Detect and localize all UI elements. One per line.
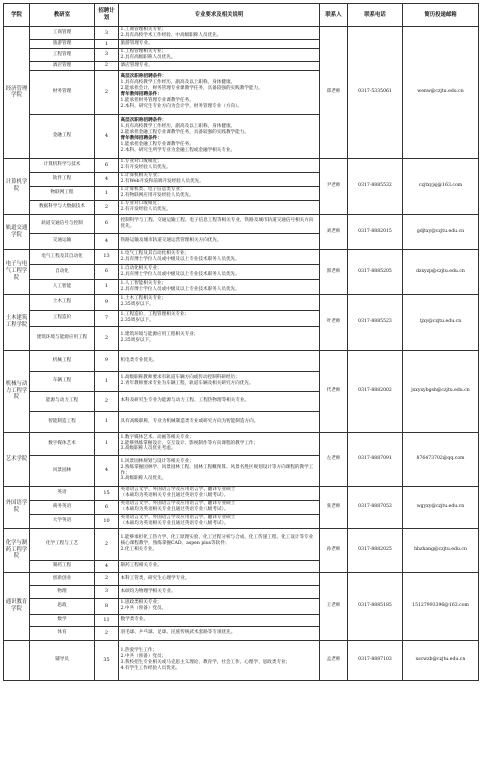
requirements-cell: [119, 310, 320, 326]
contact-cell: 叶老师: [320, 294, 348, 350]
email-cell[interactable]: jxxyxybgsh@czjtu.edu.cn: [403, 350, 479, 432]
college-cell: 土木建筑工程学院: [4, 294, 30, 350]
department-cell: 能源与动力工程: [30, 391, 95, 411]
requirement-line: （本硕均为英语相关专业且通过英语专业八级考试）。: [120, 493, 229, 498]
phone-cell: 0317-8887091: [348, 432, 403, 486]
quota-cell: 1: [95, 279, 119, 294]
quota-cell: 4: [95, 172, 119, 186]
department-cell: 旅游管理: [30, 39, 95, 48]
requirement-line: 1.能承担金融工程专业课教学任务。: [120, 141, 194, 147]
department-cell: 制药工程: [30, 560, 95, 572]
requirement-line: 酒店管理专业。: [120, 62, 153, 68]
requirement-line: 1.土木工程相关专业；: [120, 296, 167, 302]
table-body: [4, 27, 479, 681]
requirements-cell: [119, 172, 320, 186]
requirement-line: 本硕均为物理学相关专业。: [120, 588, 176, 594]
requirement-line: 2.有Web开发和前端开发经验人员优先。: [120, 179, 204, 184]
department-cell: 交通运输: [30, 233, 95, 249]
quota-cell: 1: [95, 371, 119, 391]
quota-cell: 6: [95, 500, 119, 514]
requirement-line: 3.高级职称人员优先考虑。: [120, 446, 176, 452]
contact-cell: 张老师: [320, 486, 348, 528]
department-cell: 英语: [30, 486, 95, 500]
header-requirements: 专业要求及相关说明: [119, 4, 320, 27]
phone-cell: 0317-8882002: [348, 350, 403, 432]
requirement-line: 1.风景园林规划与设计等相关专业；: [120, 458, 194, 464]
quota-cell: 3: [95, 48, 119, 61]
department-cell: 商务英语: [30, 500, 95, 514]
contact-cell: 左老师: [320, 432, 348, 486]
email-cell[interactable]: 876473702@qq.com: [403, 432, 479, 486]
department-cell: 工程造价: [30, 310, 95, 326]
department-cell: 计算机科学与技术: [30, 158, 95, 172]
college-cell: 外国语学院: [4, 486, 30, 528]
requirement-line: 2.能够熟练掌握设计、交互设计、影视制作等方向课程的教学工作；: [120, 440, 259, 446]
table-row: [4, 158, 479, 172]
email-cell[interactable]: 15127993396@163.com: [403, 572, 479, 640]
requirement-line: 2.青年教师要求专业为车辆工程，轨道车辆及相关研究方向优先。: [120, 381, 254, 386]
requirement-line: 2.化工相关专业。: [120, 546, 158, 552]
department-cell: 软件工程: [30, 172, 95, 186]
contact-cell: 刘老师: [320, 214, 348, 249]
requirements-cell: [119, 514, 320, 528]
department-cell: 数学: [30, 614, 95, 626]
requirements-cell: [119, 350, 320, 371]
table-row: [4, 528, 479, 560]
requirements-cell: [119, 391, 320, 411]
requirement-line: 2.本科、研究生专业方向为会计学、财务管理专业（方向）。: [120, 103, 243, 109]
requirement-line: 2.能承担金融工程专业课教学任务，具备较强的实践教学能力。: [120, 130, 249, 136]
department-cell: 轨道交通信号与控制: [30, 214, 95, 233]
table-row: [4, 572, 479, 585]
requirement-line: 机电类专业优先。: [120, 357, 158, 363]
requirement-line: 3.我校招生专业相关或马克思主义理论、教育学、社会工作、心理学、思政类专业；: [120, 660, 291, 665]
requirement-line: 羽毛球、乒乓球、足球、民族传统武术套路等专项优先。: [120, 630, 236, 636]
requirement-line: （本硕均为英语相关专业且通过英语专业八级考试）。: [120, 507, 229, 512]
college-cell: 化学与制药工程学院: [4, 528, 30, 572]
requirements-cell: [119, 233, 320, 249]
department-cell: 体育: [30, 626, 95, 640]
requirement-line: 2.有开发经验人员优先。: [120, 207, 171, 212]
email-cell[interactable]: czjtxyjsj@163.com: [403, 158, 479, 214]
email-cell[interactable]: dzxyzp@czjtu.edu.cn: [403, 249, 479, 294]
requirements-cell: [119, 598, 320, 614]
requirement-line: 2.有开发经验人员优先。: [120, 165, 171, 170]
requirements-cell: [119, 70, 320, 114]
quota-cell: 1: [95, 39, 119, 48]
table-row: [4, 294, 479, 310]
requirement-line: 1.专业对口或相近；: [120, 159, 162, 165]
phone-cell: 0317-8885185: [348, 572, 403, 640]
quota-cell: 9: [95, 350, 119, 371]
requirement-line: 高层次职称招聘条件：: [120, 118, 167, 124]
department-cell: 数据科学与大数据技术: [30, 200, 95, 214]
requirements-cell: [119, 264, 320, 279]
college-cell: 电子与电气工程学院: [4, 249, 30, 294]
college-cell: 计算机学院: [4, 158, 30, 214]
requirement-line: 1.工程管理相关专业；: [120, 48, 167, 54]
header-row: [4, 4, 479, 27]
requirement-line: 1.能承担财务管理专业课教学任务。: [120, 97, 194, 103]
department-cell: 人工智能: [30, 279, 95, 294]
requirements-cell: [119, 186, 320, 200]
phone-cell: 0317-8885205: [348, 249, 403, 294]
requirement-line: 3.高级职称人员优先。: [120, 476, 167, 482]
requirements-cell: [119, 640, 320, 680]
header-quota: 招聘计划: [95, 4, 119, 27]
department-cell: 物理: [30, 585, 95, 598]
department-cell: 化学工程与工艺: [30, 528, 95, 560]
requirements-cell: [119, 48, 320, 61]
requirement-line: 2.具有博士学位人员或中级及以上专业技术职务人员优先。: [120, 256, 240, 262]
quota-cell: 7: [95, 310, 119, 326]
requirement-line: 1.具有高校教学工作经历，副高及以上职称，身体健康。: [120, 124, 236, 130]
requirement-line: 1.热爱学生工作；: [120, 648, 158, 654]
department-cell: 工商管理: [30, 27, 95, 40]
phone-cell: 0317-8885523: [348, 294, 403, 350]
department-cell: 机械工程: [30, 350, 95, 371]
requirement-line: 4.有学生工作经验人员优先。: [120, 665, 181, 671]
phone-cell: 0317-8882015: [348, 214, 403, 249]
requirements-cell: [119, 214, 320, 233]
table-row: [4, 640, 479, 680]
requirements-cell: [119, 249, 320, 264]
requirement-line: 2.能承担会计、财务管理专业课教学任务，具备较强的实践教学能力。: [120, 86, 263, 92]
quota-cell: 4: [95, 560, 119, 572]
requirements-cell: [119, 279, 320, 294]
requirement-line: 英语语言文学、外国语言学及应用语言学、翻译专业硕士: [120, 487, 236, 493]
department-cell: 思政: [30, 598, 95, 614]
contact-cell: 孟老师: [320, 640, 348, 680]
college-cell: 机械与动力工程学院: [4, 350, 30, 432]
requirements-cell: [119, 294, 320, 310]
requirement-line: 1.具有高校教学工作经历，副高及以上职称，身体健康。: [120, 80, 236, 86]
requirement-line: 2.熟练掌握园林学、风景园林工程、园林工程概预算、风景名胜区规划设计等方向课程的教学工作；: [120, 464, 314, 476]
quota-cell: 2: [95, 70, 119, 114]
contact-cell: 郑老师: [320, 27, 348, 159]
quota-cell: 9: [95, 294, 119, 310]
requirement-line: 数学类专业。: [120, 617, 149, 623]
table-row: [4, 432, 479, 455]
header-phone: 联系电话: [348, 4, 403, 27]
requirement-line: 2.本科、研究生所学专业为金融工程或金融学相关专业。: [120, 147, 236, 153]
requirements-cell: [119, 371, 320, 391]
requirements-cell: [119, 455, 320, 486]
quota-cell: 4: [95, 114, 119, 158]
quota-cell: 10: [95, 514, 119, 528]
quota-cell: 13: [95, 249, 119, 264]
requirements-cell: [119, 500, 320, 514]
contact-cell: 王老师: [320, 572, 348, 640]
requirement-line: 铁路运输及城市轨道交通运营管理相关方向优先。: [120, 238, 222, 244]
department-cell: 财务管理: [30, 70, 95, 114]
phone-cell: 0317-8887103: [348, 640, 403, 680]
college-cell: 轨道交通学院: [4, 214, 30, 249]
table-row: [4, 249, 479, 264]
requirement-line: 1.建筑环境与能源应用工程相关专业；: [120, 332, 199, 338]
requirement-line: 旅游管理专业。: [120, 40, 153, 46]
requirement-line: 2.中共（预备）党员。: [120, 606, 167, 611]
requirements-cell: [119, 27, 320, 40]
requirement-line: 英语语言文学、外国语言学及应用语言学、翻译专业硕士: [120, 501, 236, 507]
table-row: [4, 214, 479, 233]
requirements-cell: [119, 411, 320, 432]
quota-cell: 2: [95, 528, 119, 560]
department-cell: 辅导员: [30, 640, 95, 680]
requirement-line: 1.数字媒体艺术、动画等相关专业；: [120, 434, 194, 440]
quota-cell: 1: [95, 186, 119, 200]
quota-cell: 15: [95, 486, 119, 500]
requirement-line: 1.工程造价、工程管理相关专业；: [120, 312, 190, 318]
requirement-line: 本科及研究生专业为能源与动力工程、工程热物理等相关专业。: [120, 398, 250, 404]
phone-cell: 0317-5335061: [348, 27, 403, 159]
requirement-line: 1.专业对口或相近；: [120, 201, 162, 207]
quota-cell: 4: [95, 233, 119, 249]
header-contact: 联系人: [320, 4, 348, 27]
requirement-line: 控制科学与工程、交通运输工程、电子信息工程等相关专业，铁路及城市轨道交通信号相关方向优先。: [120, 217, 314, 229]
department-cell: 风景园林: [30, 455, 95, 486]
requirement-line: 1.工商管理相关专业；: [120, 27, 167, 32]
contact-cell: 代老师: [320, 350, 348, 432]
header-email: 简历投递邮箱: [403, 4, 479, 27]
phone-cell: 0317-8882025: [348, 528, 403, 572]
department-cell: 大学英语: [30, 514, 95, 528]
quota-cell: 11: [95, 614, 119, 626]
department-cell: 创新创业: [30, 572, 95, 585]
requirement-line: （本硕均为英语相关专业且通过英语专业八级考试）。: [120, 521, 229, 526]
contact-cell: 尹老师: [320, 158, 348, 214]
phone-cell: 0317-8887053: [348, 486, 403, 528]
college-cell: 艺术学院: [4, 432, 30, 486]
email-cell[interactable]: wenw@czjtu.edu.cn: [403, 27, 479, 159]
requirement-line: 2.具有高级职称人员优先。: [120, 54, 176, 60]
requirement-line: 青年教师招聘条件：: [120, 92, 162, 97]
requirement-line: 高层次职称招聘条件：: [120, 74, 167, 80]
table-row: [4, 27, 479, 40]
requirements-cell: [119, 486, 320, 500]
department-cell: 土木工程: [30, 294, 95, 310]
requirement-line: 具有高级职称，专业为机械制造类专业或研究方向为智能制造方向。: [120, 418, 259, 424]
requirement-line: 1.能够承担化工热力学、化工原理实验、化工过程分析与合成、化工传递工程、化工设计等专业核心课程教学，熟练掌握CAD、aspen plus等软件；: [120, 535, 314, 547]
requirement-line: 2.有物联网应用开发经验人员优先。: [120, 193, 194, 198]
quota-cell: 1: [95, 411, 119, 432]
table-row: [4, 486, 479, 500]
department-cell: 车辆工程: [30, 371, 95, 391]
email-cell[interactable]: hhzhang@czjtu.edu.cn: [403, 528, 479, 572]
requirements-cell: [119, 432, 320, 455]
requirements-cell: [119, 626, 320, 640]
quota-cell: 2: [95, 572, 119, 585]
quota-cell: 3: [95, 585, 119, 598]
requirement-line: 制药工程相关专业。: [120, 563, 162, 569]
header-college: 学院: [4, 4, 30, 27]
requirements-cell: [119, 528, 320, 560]
requirement-line: 1.思政类相关专业；: [120, 600, 162, 606]
quota-cell: 2: [95, 626, 119, 640]
requirement-line: 1.计算机类、电子信息类专业；: [120, 187, 185, 193]
requirements-cell: [119, 326, 320, 350]
requirement-line: 1.电气工程及其自动化相关专业；: [120, 250, 190, 256]
college-cell: [4, 640, 30, 680]
email-cell[interactable]: tjxy@czjtu.edu.cn: [403, 294, 479, 350]
requirement-line: 本科工管类，研究生心理学专业。: [120, 575, 190, 581]
quota-cell: 2: [95, 61, 119, 70]
requirement-line: 2.具有博士学位人员或中级及以上专业技术职务人员优先。: [120, 286, 240, 292]
requirement-line: 2.中共（预备）党员；: [120, 654, 167, 660]
quota-cell: 6: [95, 214, 119, 233]
requirements-cell: [119, 200, 320, 214]
header-department: 教研室: [30, 4, 95, 27]
quota-cell: 2: [95, 200, 119, 214]
contact-cell: 孙老师: [320, 528, 348, 572]
department-cell: 金融工程: [30, 114, 95, 158]
department-cell: 电气工程及其自动化: [30, 249, 95, 264]
college-cell: 通识教育学院: [4, 572, 30, 640]
contact-cell: 郭老师: [320, 249, 348, 294]
email-cell[interactable]: gdjtxy@czjtu.edu.cn: [403, 214, 479, 249]
quota-cell: 3: [95, 27, 119, 40]
requirement-line: 1.人工智能相关专业；: [120, 280, 167, 286]
requirement-line: 2.35周岁以下。: [120, 318, 154, 323]
requirement-line: 2.35周岁以下。: [120, 302, 154, 307]
department-cell: 数字媒体艺术: [30, 432, 95, 455]
quota-cell: 6: [95, 264, 119, 279]
recruitment-table: [3, 3, 479, 681]
department-cell: 自动化: [30, 264, 95, 279]
quota-cell: 2: [95, 391, 119, 411]
department-cell: 酒店管理: [30, 61, 95, 70]
requirement-line: 2.具有高校学术工作经验、中高级职称人员优先。: [120, 32, 222, 38]
department-cell: 建筑环境与能源应用工程: [30, 326, 95, 350]
college-cell: 经济管理学院: [4, 27, 30, 159]
quota-cell: 4: [95, 455, 119, 486]
quota-cell: 35: [95, 640, 119, 680]
requirements-cell: [119, 585, 320, 598]
requirement-line: 1.高级职称教师要求有轨道车辆方向或传动控制科研经历；: [120, 375, 240, 381]
quota-cell: 2: [95, 326, 119, 350]
requirements-cell: [119, 39, 320, 48]
quota-cell: 1: [95, 432, 119, 455]
department-cell: 智能制造工程: [30, 411, 95, 432]
department-cell: 物联网工程: [30, 186, 95, 200]
requirements-cell: [119, 614, 320, 626]
quota-cell: 6: [95, 158, 119, 172]
requirement-line: 青年教师招聘条件：: [120, 136, 162, 141]
phone-cell: 0317-8885532: [348, 158, 403, 214]
email-cell[interactable]: xscwzb@czjtu.edu.cn: [403, 640, 479, 680]
table-row: [4, 350, 479, 371]
requirement-line: 英语语言文学、外国语言学及应用语言学、翻译专业硕士: [120, 515, 236, 521]
requirement-line: 2.35周岁以下。: [120, 338, 154, 343]
email-cell[interactable]: wgyxy@czjtu.edu.cn: [403, 486, 479, 528]
requirements-cell: [119, 572, 320, 585]
requirement-line: 1.自动化相关专业；: [120, 265, 162, 271]
requirement-line: 1.计算机相关专业；: [120, 173, 162, 179]
quota-cell: 8: [95, 598, 119, 614]
requirements-cell: [119, 158, 320, 172]
department-cell: 工程管理: [30, 48, 95, 61]
requirements-cell: [119, 114, 320, 158]
requirements-cell: [119, 61, 320, 70]
requirements-cell: [119, 560, 320, 572]
requirement-line: 2.具有博士学位人员或中级及以上专业技术职务人员优先。: [120, 271, 240, 277]
